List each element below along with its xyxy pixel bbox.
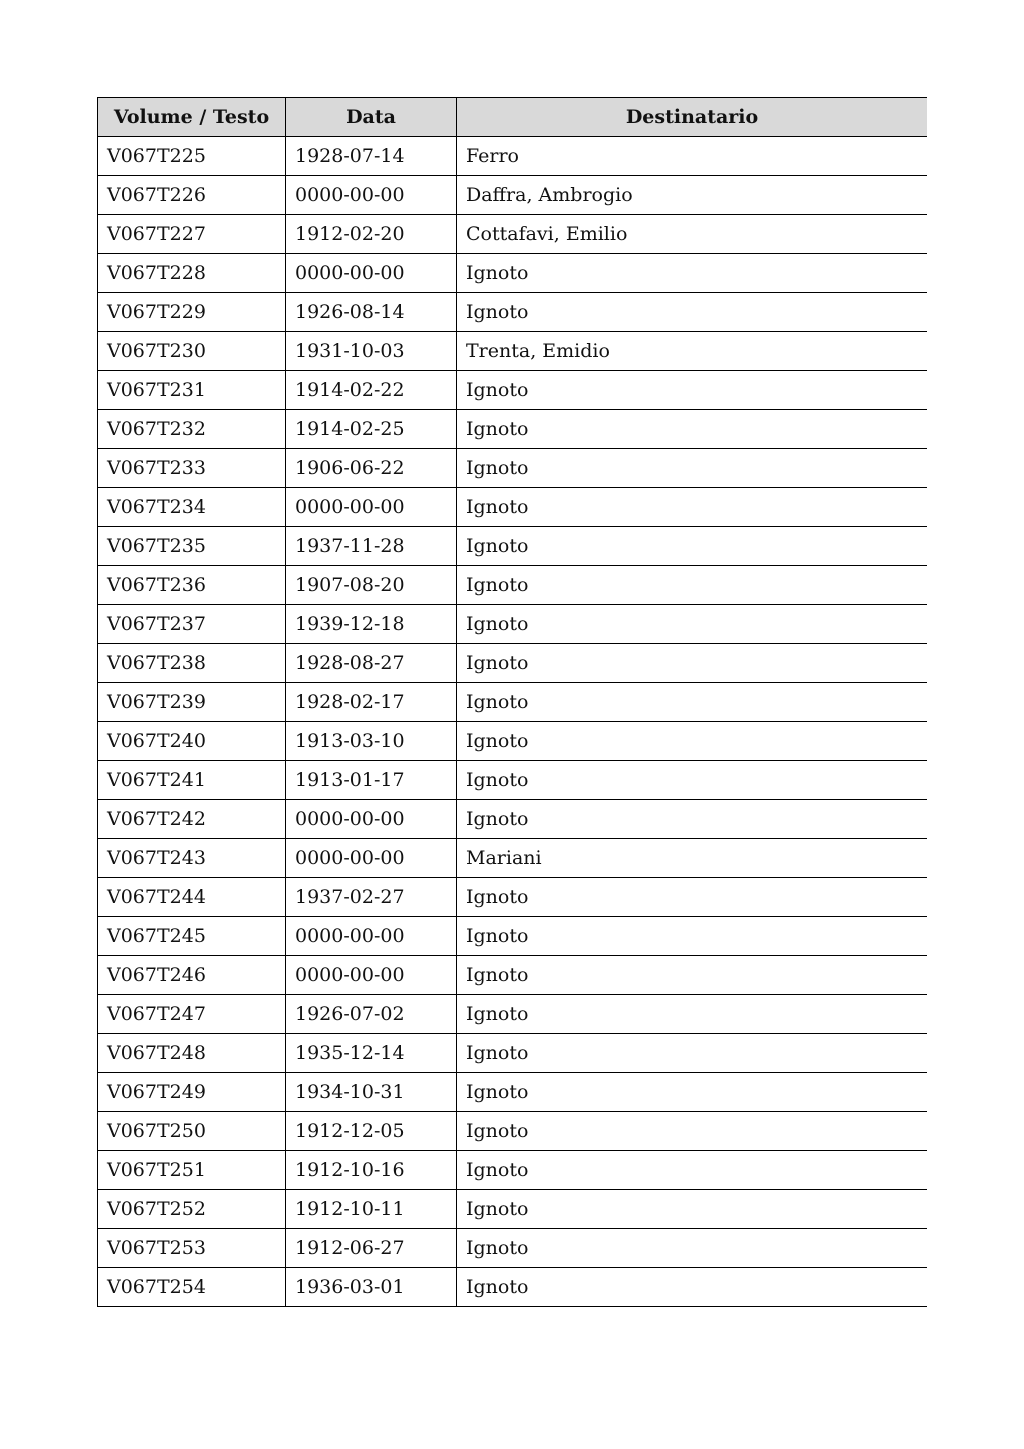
cell-destinatario: Ignoto xyxy=(457,995,928,1034)
cell-data: 1931-10-03 xyxy=(286,332,457,371)
cell-volume-testo: V067T227 xyxy=(98,215,286,254)
table-row xyxy=(98,1229,928,1268)
cell-data: 1912-02-20 xyxy=(286,215,457,254)
table-row xyxy=(98,605,928,644)
cell-data: 1912-10-11 xyxy=(286,1190,457,1229)
cell-data: 1926-08-14 xyxy=(286,293,457,332)
cell-destinatario: Ignoto xyxy=(457,956,928,995)
cell-destinatario: Mariani xyxy=(457,839,928,878)
cell-destinatario: Ignoto xyxy=(457,488,928,527)
cell-destinatario: Ignoto xyxy=(457,683,928,722)
table-row xyxy=(98,761,928,800)
cell-destinatario: Ignoto xyxy=(457,449,928,488)
cell-destinatario: Ferro xyxy=(457,137,928,176)
cell-volume-testo: V067T244 xyxy=(98,878,286,917)
cell-volume-testo: V067T228 xyxy=(98,254,286,293)
cell-volume-testo: V067T251 xyxy=(98,1151,286,1190)
cell-volume-testo: V067T226 xyxy=(98,176,286,215)
cell-data: 1926-07-02 xyxy=(286,995,457,1034)
table-row xyxy=(98,176,928,215)
table-row xyxy=(98,995,928,1034)
cell-data: 1937-11-28 xyxy=(286,527,457,566)
cell-destinatario: Ignoto xyxy=(457,761,928,800)
table-row xyxy=(98,137,928,176)
cell-data: 1928-02-17 xyxy=(286,683,457,722)
cell-destinatario: Ignoto xyxy=(457,371,928,410)
cell-destinatario: Ignoto xyxy=(457,566,928,605)
cell-data: 1912-12-05 xyxy=(286,1112,457,1151)
cell-destinatario: Ignoto xyxy=(457,722,928,761)
cell-destinatario: Ignoto xyxy=(457,410,928,449)
cell-volume-testo: V067T250 xyxy=(98,1112,286,1151)
cell-destinatario: Ignoto xyxy=(457,878,928,917)
cell-volume-testo: V067T230 xyxy=(98,332,286,371)
cell-volume-testo: V067T240 xyxy=(98,722,286,761)
table-row xyxy=(98,215,928,254)
cell-volume-testo: V067T234 xyxy=(98,488,286,527)
cell-destinatario: Ignoto xyxy=(457,527,928,566)
cell-volume-testo: V067T237 xyxy=(98,605,286,644)
letters-table xyxy=(97,97,927,1307)
header-row xyxy=(98,98,928,137)
table-row xyxy=(98,644,928,683)
table-body xyxy=(98,137,928,1307)
cell-volume-testo: V067T241 xyxy=(98,761,286,800)
cell-volume-testo: V067T253 xyxy=(98,1229,286,1268)
cell-volume-testo: V067T238 xyxy=(98,644,286,683)
cell-volume-testo: V067T229 xyxy=(98,293,286,332)
cell-volume-testo: V067T225 xyxy=(98,137,286,176)
table-row xyxy=(98,878,928,917)
cell-data: 1912-06-27 xyxy=(286,1229,457,1268)
table-row xyxy=(98,683,928,722)
cell-volume-testo: V067T232 xyxy=(98,410,286,449)
table-row xyxy=(98,293,928,332)
cell-destinatario: Ignoto xyxy=(457,605,928,644)
cell-destinatario: Ignoto xyxy=(457,800,928,839)
cell-data: 0000-00-00 xyxy=(286,917,457,956)
cell-data: 1914-02-22 xyxy=(286,371,457,410)
cell-data: 1912-10-16 xyxy=(286,1151,457,1190)
table-row xyxy=(98,371,928,410)
cell-destinatario: Daffra, Ambrogio xyxy=(457,176,928,215)
cell-data: 1928-07-14 xyxy=(286,137,457,176)
cell-destinatario: Ignoto xyxy=(457,1073,928,1112)
cell-data: 0000-00-00 xyxy=(286,956,457,995)
cell-data: 1914-02-25 xyxy=(286,410,457,449)
cell-volume-testo: V067T239 xyxy=(98,683,286,722)
table-header xyxy=(98,98,928,137)
cell-destinatario: Ignoto xyxy=(457,1190,928,1229)
table-row xyxy=(98,1034,928,1073)
cell-data: 1928-08-27 xyxy=(286,644,457,683)
cell-destinatario: Ignoto xyxy=(457,1229,928,1268)
column-header-destinatario: Destinatario xyxy=(457,98,928,137)
cell-destinatario: Ignoto xyxy=(457,1112,928,1151)
column-header-volume-testo: Volume / Testo xyxy=(98,98,286,137)
cell-data: 0000-00-00 xyxy=(286,800,457,839)
cell-data: 1935-12-14 xyxy=(286,1034,457,1073)
table-row xyxy=(98,917,928,956)
cell-data: 1913-03-10 xyxy=(286,722,457,761)
table-row xyxy=(98,527,928,566)
cell-destinatario: Ignoto xyxy=(457,1034,928,1073)
cell-destinatario: Ignoto xyxy=(457,1151,928,1190)
table-row xyxy=(98,1151,928,1190)
cell-volume-testo: V067T243 xyxy=(98,839,286,878)
cell-data: 1939-12-18 xyxy=(286,605,457,644)
cell-volume-testo: V067T252 xyxy=(98,1190,286,1229)
cell-volume-testo: V067T245 xyxy=(98,917,286,956)
cell-destinatario: Ignoto xyxy=(457,644,928,683)
cell-data: 1934-10-31 xyxy=(286,1073,457,1112)
cell-volume-testo: V067T233 xyxy=(98,449,286,488)
cell-destinatario: Ignoto xyxy=(457,917,928,956)
table-row xyxy=(98,956,928,995)
table-row xyxy=(98,332,928,371)
cell-volume-testo: V067T246 xyxy=(98,956,286,995)
cell-data: 0000-00-00 xyxy=(286,839,457,878)
letters-table-container xyxy=(97,97,927,1311)
cell-data: 0000-00-00 xyxy=(286,254,457,293)
table-row xyxy=(98,449,928,488)
table-row xyxy=(98,1073,928,1112)
cell-data: 0000-00-00 xyxy=(286,488,457,527)
cell-destinatario: Ignoto xyxy=(457,1268,928,1307)
cell-data: 1907-08-20 xyxy=(286,566,457,605)
table-row xyxy=(98,1190,928,1229)
table-row xyxy=(98,254,928,293)
cell-volume-testo: V067T236 xyxy=(98,566,286,605)
table-row xyxy=(98,1268,928,1307)
cell-destinatario: Trenta, Emidio xyxy=(457,332,928,371)
cell-data: 1913-01-17 xyxy=(286,761,457,800)
cell-data: 1936-03-01 xyxy=(286,1268,457,1307)
cell-volume-testo: V067T254 xyxy=(98,1268,286,1307)
cell-data: 0000-00-00 xyxy=(286,176,457,215)
cell-destinatario: Ignoto xyxy=(457,293,928,332)
cell-volume-testo: V067T249 xyxy=(98,1073,286,1112)
table-row xyxy=(98,566,928,605)
table-row xyxy=(98,488,928,527)
table-row xyxy=(98,1112,928,1151)
cell-volume-testo: V067T247 xyxy=(98,995,286,1034)
table-row xyxy=(98,800,928,839)
cell-volume-testo: V067T231 xyxy=(98,371,286,410)
cell-volume-testo: V067T248 xyxy=(98,1034,286,1073)
column-header-data: Data xyxy=(286,98,457,137)
table-row xyxy=(98,722,928,761)
cell-data: 1906-06-22 xyxy=(286,449,457,488)
cell-destinatario: Cottafavi, Emilio xyxy=(457,215,928,254)
cell-volume-testo: V067T242 xyxy=(98,800,286,839)
cell-destinatario: Ignoto xyxy=(457,254,928,293)
cell-volume-testo: V067T235 xyxy=(98,527,286,566)
cell-data: 1937-02-27 xyxy=(286,878,457,917)
table-row xyxy=(98,410,928,449)
table-row xyxy=(98,839,928,878)
